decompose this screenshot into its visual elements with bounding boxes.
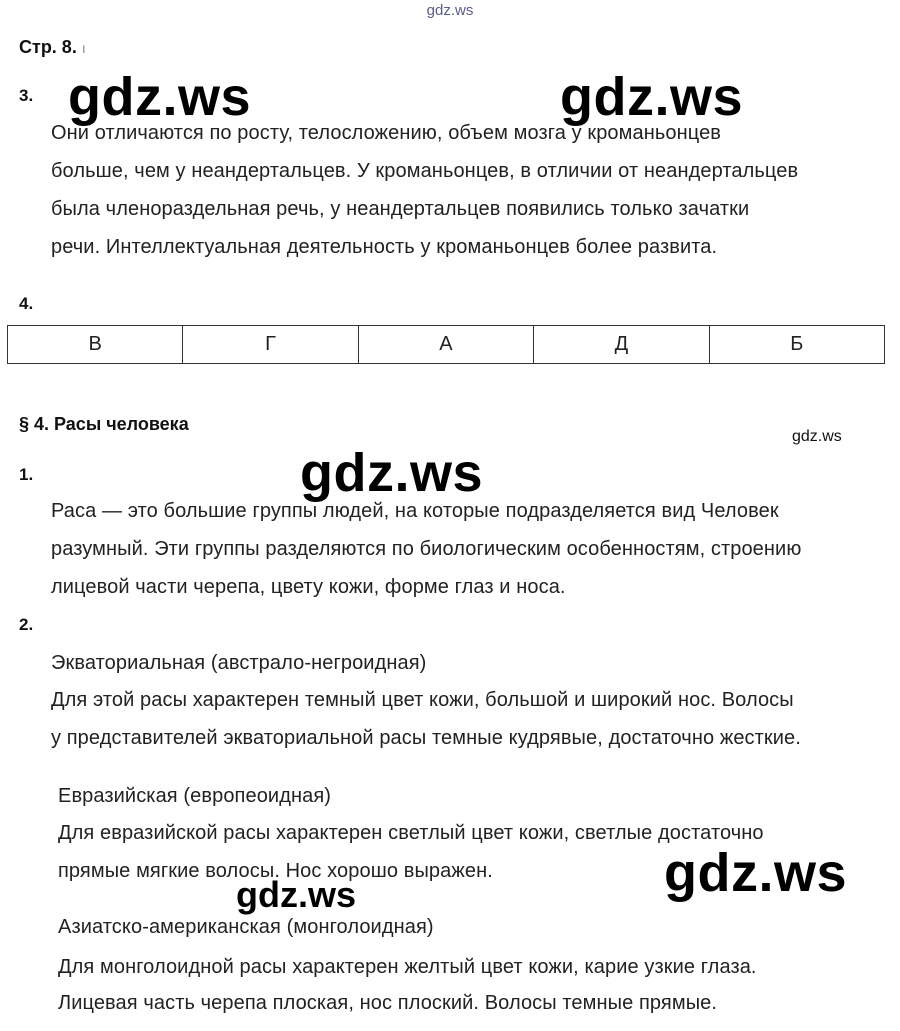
task-3-line: Они отличаются по росту, телосложению, объем мозга у кроманьонцев: [51, 122, 722, 144]
race-description-line: Для этой расы характерен темный цвет кожи, большой и широкий нос. Волосы: [51, 689, 794, 711]
answer-cell: Б: [709, 326, 884, 364]
answer-cell: Д: [534, 326, 709, 364]
race-description-line: Лицевая часть черепа плоская, нос плоский. Волосы темные прямые.: [58, 992, 718, 1014]
race-name-eurasian: Евразийская (европеоидная): [58, 785, 332, 807]
task-1-number: 1.: [19, 465, 34, 484]
race-description-line: прямые мягкие волосы. Нос хорошо выражен.: [58, 860, 493, 882]
watermark-big: gdz.ws: [560, 67, 744, 127]
race-name-equatorial: Экваториальная (австрало-негроидная): [51, 652, 427, 674]
task-1-line: лицевой части черепа, цвету кожи, форме глаз и носа.: [51, 576, 566, 598]
task-3-line: больше, чем у неандертальцев. У кроманьонцев, в отличии от неандертальцев: [51, 160, 799, 182]
watermark-medium: gdz.ws: [236, 874, 357, 915]
task-4-number: 4.: [19, 294, 34, 313]
race-name-asian-american: Азиатско-американская (монголоидная): [58, 916, 434, 938]
race-description-line: Для монголоидной расы характерен желтый цвет кожи, карие узкие глаза.: [58, 956, 757, 978]
answer-cell: В: [8, 326, 183, 364]
race-description-line: у представителей экваториальной расы темные кудрявые, достаточно жесткие.: [51, 727, 801, 749]
race-description-line: Для евразийской расы характерен светлый цвет кожи, светлые достаточно: [58, 822, 764, 844]
page-heading-mark: ı: [81, 40, 86, 56]
watermark-big: gdz.ws: [68, 67, 252, 127]
task-1-line: разумный. Эти группы разделяются по биологическим особенностям, строению: [51, 538, 802, 560]
answer-cell: А: [358, 326, 533, 364]
task-3-line: была членораздельная речь, у неандертальцев появились только зачатки: [51, 198, 750, 220]
watermark-big: gdz.ws: [300, 443, 484, 503]
watermark-top: gdz.ws: [426, 2, 474, 19]
answer-table: [7, 325, 885, 364]
task-3-line: речи. Интеллектуальная деятельность у кроманьонцев более развита.: [51, 236, 718, 258]
watermark-big: gdz.ws: [664, 843, 848, 903]
watermark-small: gdz.ws: [792, 428, 842, 445]
table-row: [8, 326, 885, 364]
task-1-line: Раса — это большие группы людей, на которые подразделяется вид Человек: [51, 500, 779, 522]
page-heading-text: Стр. 8.: [19, 37, 77, 57]
task-2-number: 2.: [19, 615, 34, 634]
section-title: § 4. Расы человека: [19, 414, 189, 434]
answer-cell: Г: [183, 326, 358, 364]
task-3-number: 3.: [19, 86, 34, 105]
page-heading: [19, 37, 86, 58]
